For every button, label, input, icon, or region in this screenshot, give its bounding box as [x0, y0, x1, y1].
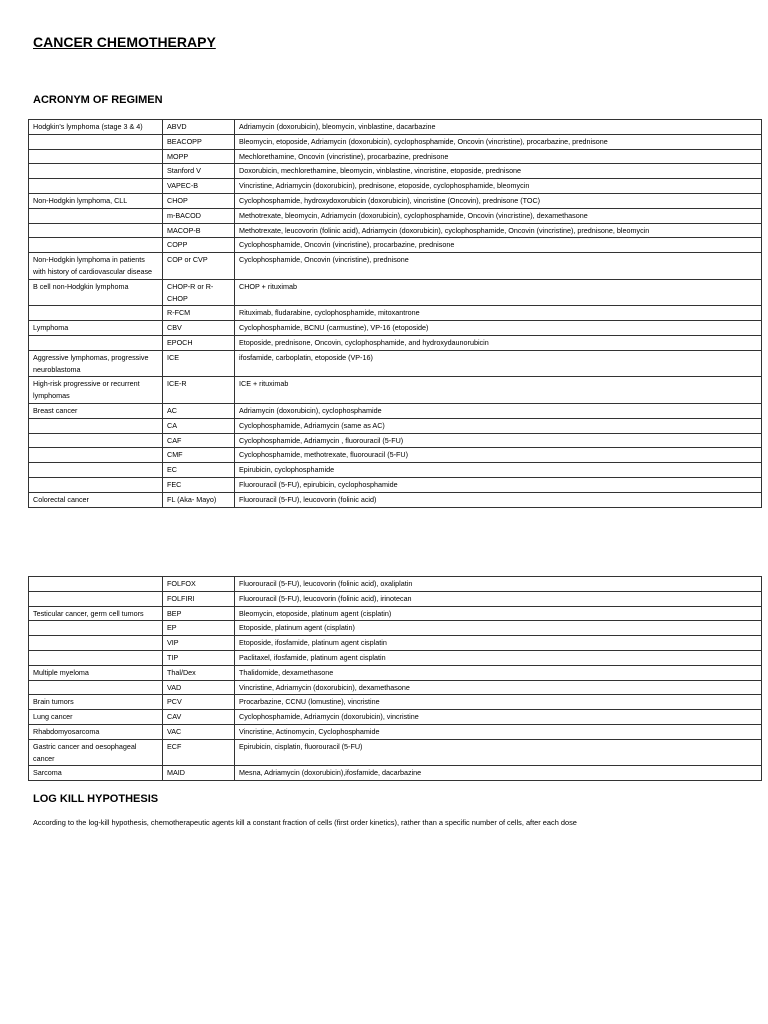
- acronym-cell: CA: [163, 418, 235, 433]
- acronym-cell: ECF: [163, 739, 235, 766]
- acronym-cell: VAPEC-B: [163, 179, 235, 194]
- condition-cell: Sarcoma: [29, 766, 163, 781]
- table-row: [29, 120, 762, 135]
- condition-cell: [29, 164, 163, 179]
- condition-cell: [29, 591, 163, 606]
- drugs-cell: Fluorouracil (5-FU), epirubicin, cyclophosphamide: [235, 477, 762, 492]
- table-row: [29, 724, 762, 739]
- drugs-cell: Bleomycin, etoposide, platinum agent (cisplatin): [235, 606, 762, 621]
- drugs-cell: Vincristine, Adriamycin (doxorubicin), prednisone, etoposide, cyclophosphamide, bleomycin: [235, 179, 762, 194]
- table-row: [29, 463, 762, 478]
- table-row: [29, 193, 762, 208]
- table-row: [29, 164, 762, 179]
- table-row: [29, 606, 762, 621]
- drugs-cell: Etoposide, prednisone, Oncovin, cyclophosphamide, and hydroxydaunorubicin: [235, 335, 762, 350]
- acronym-cell: CHOP-R or R-CHOP: [163, 279, 235, 306]
- table-row: [29, 766, 762, 781]
- regimen-table-2-body: [29, 577, 762, 781]
- drugs-cell: Cyclophosphamide, Oncovin (vincristine), procarbazine, prednisone: [235, 238, 762, 253]
- condition-cell: [29, 418, 163, 433]
- condition-cell: Gastric cancer and oesophageal cancer: [29, 739, 163, 766]
- condition-cell: [29, 223, 163, 238]
- table-row: [29, 377, 762, 404]
- drugs-cell: Bleomycin, etoposide, Adriamycin (doxorubicin), cyclophosphamide, Oncovin (vincristine), procarbazine, prednisone: [235, 134, 762, 149]
- condition-cell: B cell non-Hodgkin lymphoma: [29, 279, 163, 306]
- table-row: [29, 577, 762, 592]
- drugs-cell: Epirubicin, cyclophosphamide: [235, 463, 762, 478]
- table-row: [29, 149, 762, 164]
- drugs-cell: Methotrexate, leucovorin (folinic acid), Adriamycin (doxorubicin), cyclophosphamide, Oncovin (vincristine), prednisone, bleomycin: [235, 223, 762, 238]
- drugs-cell: Mesna, Adriamycin (doxorubicin),ifosfamide, dacarbazine: [235, 766, 762, 781]
- acronym-cell: Thal/Dex: [163, 665, 235, 680]
- drugs-cell: Etoposide, platinum agent (cisplatin): [235, 621, 762, 636]
- condition-cell: [29, 238, 163, 253]
- condition-cell: Breast cancer: [29, 403, 163, 418]
- drugs-cell: Vincristine, Adriamycin (doxorubicin), dexamethasone: [235, 680, 762, 695]
- acronym-cell: ABVD: [163, 120, 235, 135]
- acronym-cell: FOLFIRI: [163, 591, 235, 606]
- acronym-cell: VIP: [163, 636, 235, 651]
- drugs-cell: Cyclophosphamide, hydroxydoxorubicin (doxorubicin), vincristine (Oncovin), prednisone (TOC): [235, 193, 762, 208]
- table-row: [29, 477, 762, 492]
- drugs-cell: Cyclophosphamide, BCNU (carmustine), VP-16 (etoposide): [235, 321, 762, 336]
- table-row: [29, 636, 762, 651]
- condition-cell: [29, 335, 163, 350]
- drugs-cell: Fluorouracil (5-FU), leucovorin (folinic acid), oxaliplatin: [235, 577, 762, 592]
- page-title: CANCER CHEMOTHERAPY: [33, 34, 216, 50]
- condition-cell: [29, 179, 163, 194]
- drugs-cell: Cyclophosphamide, Adriamycin (same as AC): [235, 418, 762, 433]
- acronym-cell: MOPP: [163, 149, 235, 164]
- acronym-cell: EPOCH: [163, 335, 235, 350]
- condition-cell: [29, 149, 163, 164]
- drugs-cell: Fluorouracil (5-FU), leucovorin (folinic acid): [235, 492, 762, 507]
- acronym-cell: EC: [163, 463, 235, 478]
- condition-cell: [29, 680, 163, 695]
- table-row: [29, 279, 762, 306]
- drugs-cell: Thalidomide, dexamethasone: [235, 665, 762, 680]
- table-row: [29, 403, 762, 418]
- condition-cell: [29, 650, 163, 665]
- regimen-table-1-body: [29, 120, 762, 508]
- condition-cell: Aggressive lymphomas, progressive neuroblastoma: [29, 350, 163, 377]
- drugs-cell: Etoposide, ifosfamide, platinum agent cisplatin: [235, 636, 762, 651]
- table-row: [29, 695, 762, 710]
- table-row: [29, 223, 762, 238]
- condition-cell: [29, 577, 163, 592]
- drugs-cell: ICE + rituximab: [235, 377, 762, 404]
- acronym-cell: COPP: [163, 238, 235, 253]
- condition-cell: Lymphoma: [29, 321, 163, 336]
- condition-cell: [29, 621, 163, 636]
- acronym-cell: MAID: [163, 766, 235, 781]
- acronym-cell: FEC: [163, 477, 235, 492]
- table-row: [29, 335, 762, 350]
- condition-cell: [29, 448, 163, 463]
- condition-cell: High-risk progressive or recurrent lymphomas: [29, 377, 163, 404]
- table-row: [29, 418, 762, 433]
- table-row: [29, 134, 762, 149]
- condition-cell: [29, 433, 163, 448]
- drugs-cell: Methotrexate, bleomycin, Adriamycin (doxorubicin), cyclophosphamide, Oncovin (vincristine), dexamethasone: [235, 208, 762, 223]
- table-row: [29, 238, 762, 253]
- drugs-cell: Fluorouracil (5-FU), leucovorin (folinic acid), irinotecan: [235, 591, 762, 606]
- condition-cell: Hodgkin's lymphoma (stage 3 & 4): [29, 120, 163, 135]
- condition-cell: [29, 477, 163, 492]
- acronym-cell: BEP: [163, 606, 235, 621]
- table-row: [29, 680, 762, 695]
- drugs-cell: Epirubicin, cisplatin, fluorouracil (5-FU): [235, 739, 762, 766]
- condition-cell: [29, 306, 163, 321]
- drugs-cell: Cyclophosphamide, Oncovin (vincristine), prednisone: [235, 253, 762, 280]
- drugs-cell: ifosfamide, carboplatin, etoposide (VP-16): [235, 350, 762, 377]
- table-row: [29, 650, 762, 665]
- condition-cell: [29, 636, 163, 651]
- acronym-cell: CAV: [163, 710, 235, 725]
- table-row: [29, 448, 762, 463]
- table-row: [29, 179, 762, 194]
- table-row: [29, 433, 762, 448]
- acronym-cell: VAC: [163, 724, 235, 739]
- condition-cell: [29, 463, 163, 478]
- table-row: [29, 306, 762, 321]
- drugs-cell: Paclitaxel, ifosfamide, platinum agent cisplatin: [235, 650, 762, 665]
- drugs-cell: Doxorubicin, mechlorethamine, bleomycin, vinblastine, vincristine, etoposide, prednisone: [235, 164, 762, 179]
- section-heading-log-kill: LOG KILL HYPOTHESIS: [33, 793, 159, 805]
- drugs-cell: Vincristine, Actinomycin, Cyclophosphamide: [235, 724, 762, 739]
- acronym-cell: ICE: [163, 350, 235, 377]
- drugs-cell: Adriamycin (doxorubicin), cyclophosphamide: [235, 403, 762, 418]
- condition-cell: Multiple myeloma: [29, 665, 163, 680]
- drugs-cell: Cyclophosphamide, Adriamycin , fluorouracil (5-FU): [235, 433, 762, 448]
- acronym-cell: COP or CVP: [163, 253, 235, 280]
- condition-cell: Non-Hodgkin lymphoma in patients with history of cardiovascular disease: [29, 253, 163, 280]
- drugs-cell: Mechlorethamine, Oncovin (vincristine), procarbazine, prednisone: [235, 149, 762, 164]
- condition-cell: Colorectal cancer: [29, 492, 163, 507]
- acronym-cell: ICE-R: [163, 377, 235, 404]
- table-row: [29, 621, 762, 636]
- log-kill-paragraph: According to the log-kill hypothesis, chemotherapeutic agents kill a constant fraction of cells (first order kinetics), rather than a specific number of cells, after each dose: [33, 818, 577, 827]
- table-row: [29, 665, 762, 680]
- acronym-cell: CAF: [163, 433, 235, 448]
- acronym-cell: R-FCM: [163, 306, 235, 321]
- acronym-cell: VAD: [163, 680, 235, 695]
- acronym-cell: FOLFOX: [163, 577, 235, 592]
- acronym-cell: TIP: [163, 650, 235, 665]
- acronym-cell: EP: [163, 621, 235, 636]
- drugs-cell: Cyclophosphamide, Adriamycin (doxorubicin), vincristine: [235, 710, 762, 725]
- acronym-cell: MACOP-B: [163, 223, 235, 238]
- section-heading-regimen: ACRONYM OF REGIMEN: [33, 94, 163, 106]
- condition-cell: Brain tumors: [29, 695, 163, 710]
- condition-cell: Lung cancer: [29, 710, 163, 725]
- acronym-cell: CHOP: [163, 193, 235, 208]
- acronym-cell: CBV: [163, 321, 235, 336]
- acronym-cell: AC: [163, 403, 235, 418]
- table-row: [29, 710, 762, 725]
- table-row: [29, 739, 762, 766]
- drugs-cell: CHOP + rituximab: [235, 279, 762, 306]
- acronym-cell: Stanford V: [163, 164, 235, 179]
- condition-cell: [29, 134, 163, 149]
- regimen-table-2: [28, 576, 762, 781]
- drugs-cell: Rituximab, fludarabine, cyclophosphamide, mitoxantrone: [235, 306, 762, 321]
- acronym-cell: FL (Aka- Mayo): [163, 492, 235, 507]
- table-row: [29, 253, 762, 280]
- condition-cell: [29, 208, 163, 223]
- table-row: [29, 492, 762, 507]
- acronym-cell: m-BACOD: [163, 208, 235, 223]
- regimen-table-1: [28, 119, 762, 508]
- acronym-cell: CMF: [163, 448, 235, 463]
- condition-cell: Testicular cancer, germ cell tumors: [29, 606, 163, 621]
- table-row: [29, 208, 762, 223]
- acronym-cell: PCV: [163, 695, 235, 710]
- table-row: [29, 591, 762, 606]
- condition-cell: Rhabdomyosarcoma: [29, 724, 163, 739]
- table-row: [29, 350, 762, 377]
- acronym-cell: BEACOPP: [163, 134, 235, 149]
- drugs-cell: Adriamycin (doxorubicin), bleomycin, vinblastine, dacarbazine: [235, 120, 762, 135]
- drugs-cell: Procarbazine, CCNU (lomustine), vincristine: [235, 695, 762, 710]
- table-row: [29, 321, 762, 336]
- condition-cell: Non-Hodgkin lymphoma, CLL: [29, 193, 163, 208]
- drugs-cell: Cyclophosphamide, methotrexate, fluorouracil (5-FU): [235, 448, 762, 463]
